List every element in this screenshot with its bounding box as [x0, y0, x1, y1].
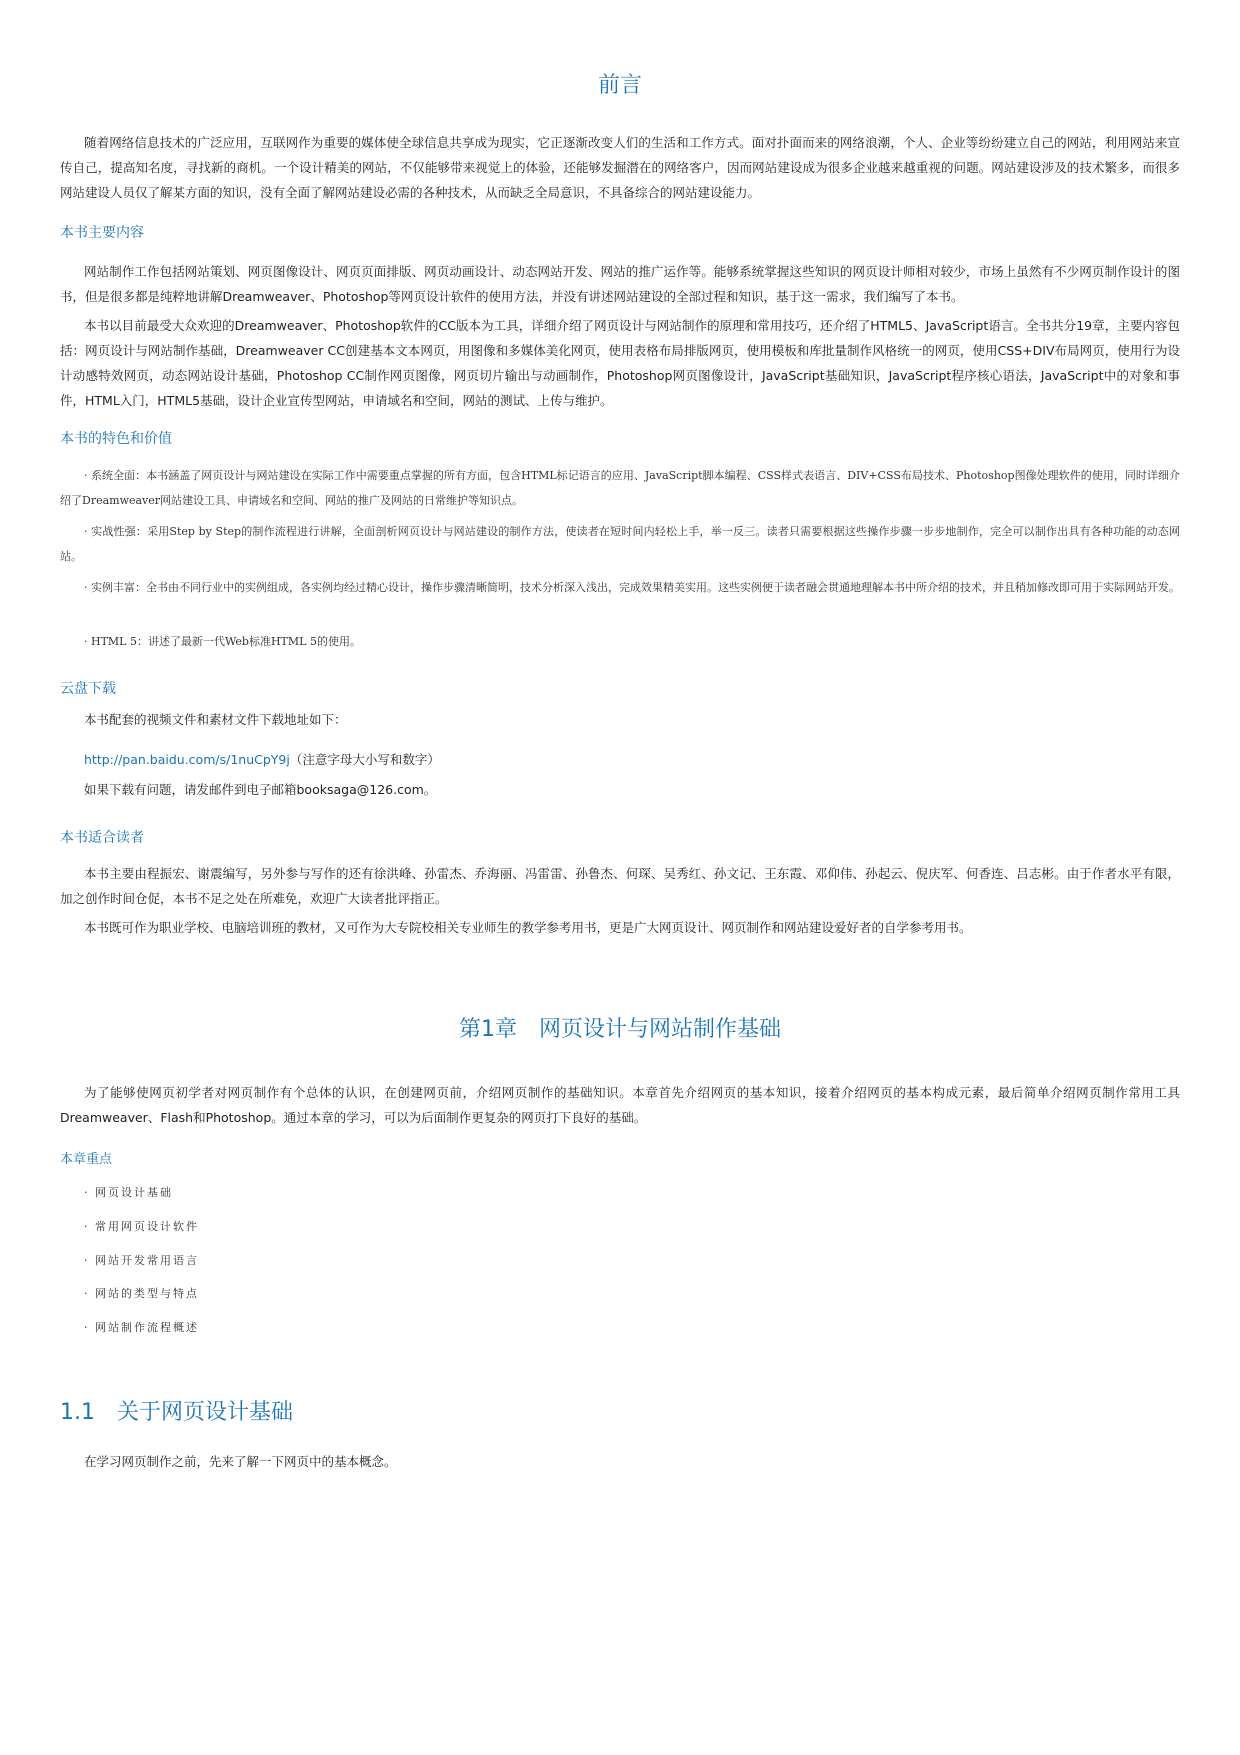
- readers-heading: 本书适合读者: [60, 830, 144, 846]
- preface-intro-paragraph: 随着网络信息技术的广泛应用，互联网作为重要的媒体使全球信息共享成为现实，它正逐渐改变人们的生活和工作方式。面对扑面而来的网络浪潮，个人、企业等纷纷建立自己的网站，利用网站来宣传自己，提高知名度，寻找新的商机。一个设计精美的网站，不仅能够带来视觉上的体验，还能够发掘潜在的网络客户，因而网站建设成为很多企业越来越重视的问题。网站建设涉及的技术繁多，而很多网站建设人员仅了解某方面的知识，没有全面了解网站建设必需的各种技术，从而缺乏全局意识，不具备综合的网站建设能力。: [60, 135, 1180, 200]
- feature-item: · 系统全面：本书涵盖了网页设计与网站建设在实际工作中需要重点掌握的所有方面，包含HTML标记语言的应用、JavaScript脚本编程、CSS样式表语言、DIV+CSS布局技术、Photoshop图像处理软件的使用，同时详细介绍了Dreamweaver网站建设工具、申请域名和空间、网站的推广及网站的日常维护等知识点。: [60, 469, 1180, 507]
- download-link-note: （注意字母大小写和数字）: [289, 752, 440, 767]
- preface-title: 前言: [597, 73, 642, 98]
- features-heading: 本书的特色和价值: [60, 431, 172, 447]
- feature-item: · 实战性强：采用Step by Step的制作流程进行讲解，全面剖析网页设计与网站建设的制作方法，使读者在短时间内轻松上手，举一反三。读者只需要根据这些操作步骤一步步地制作，完全可以制作出具有各种功能的动态网站。: [60, 525, 1180, 563]
- chapter-intro-paragraph: 为了能够使网页初学者对网页制作有个总体的认识，在创建网页前，介绍网页制作的基础知识。本章首先介绍网页的基本知识，接着介绍网页的基本构成元素，最后简单介绍网页制作常用工具Dreamweaver、Flash和Photoshop。通过本章的学习，可以为后面制作更复杂的网页打下良好的基础。: [60, 1085, 1180, 1125]
- key-point-item: · 常用网页设计软件: [84, 1220, 199, 1233]
- download-contact: 如果下载有问题，请发邮件到电子邮箱booksaga@126.com。: [84, 782, 437, 797]
- download-link-line: [84, 750, 440, 770]
- download-heading: 云盘下载: [60, 681, 116, 697]
- section-title: 1.1 关于网页设计基础: [60, 1400, 293, 1425]
- download-link[interactable]: http://pan.baidu.com/s/1nuCpY9j: [84, 752, 290, 767]
- main-content-heading: 本书主要内容: [60, 225, 144, 241]
- main-content-paragraph-2: 本书以目前最受大众欢迎的Dreamweaver、Photoshop软件的CC版本为工具，详细介绍了网页设计与网站制作的原理和常用技巧，还介绍了HTML5、JavaScript语言。全书共分19章，主要内容包括：网页设计与网站制作基础，Dreamweaver CC创建基本文本网页，用图像和多媒体美化网页，使用表格布局排版网页，使用模板和库批量制作风格统一的网页，使用CSS+DIV布局网页，使用行为设计动感特效网页，动态网站设计基础，Photoshop CC制作网页图像，网页切片输出与动画制作，Photoshop网页图像设计，JavaScript基础知识，JavaScript程序核心语法，JavaScript中的对象和事件，HTML入门，HTML5基础，设计企业宣传型网站，申请域名和空间，网站的测试、上传与维护。: [60, 318, 1180, 408]
- key-point-item: · 网站开发常用语言: [84, 1254, 199, 1267]
- readers-paragraph-1: 本书主要由程振宏、谢震编写，另外参与写作的还有徐洪峰、孙雷杰、乔海丽、冯雷雷、孙鲁杰、何琛、吴秀红、孙文记、王东霞、邓仰伟、孙起云、倪庆军、何香连、吕志彬。由于作者水平有限，加之创作时间仓促，本书不足之处在所难免，欢迎广大读者批评指正。: [60, 866, 1180, 906]
- feature-item: · 实例丰富：全书由不同行业中的实例组成，各实例均经过精心设计，操作步骤清晰简明，技术分析深入浅出，完成效果精美实用。这些实例便于读者融会贯通地理解本书中所介绍的技术，并且稍加修改即可用于实际网站开发。: [84, 581, 1180, 594]
- key-points-heading: 本章重点: [60, 1152, 113, 1167]
- download-description: 本书配套的视频文件和素材文件下载地址如下：: [84, 712, 347, 727]
- key-point-item: · 网站制作流程概述: [84, 1321, 199, 1334]
- readers-paragraph-2: 本书既可作为职业学校、电脑培训班的教材，又可作为大专院校相关专业师生的教学参考用书，更是广大网页设计、网页制作和网站建设爱好者的自学参考用书。: [84, 920, 972, 935]
- key-point-item: · 网页设计基础: [84, 1186, 173, 1199]
- section-intro: 在学习网页制作之前，先来了解一下网页中的基本概念。: [84, 1454, 397, 1469]
- feature-item: · HTML 5：讲述了最新一代Web标准HTML 5的使用。: [84, 635, 361, 648]
- key-point-item: · 网站的类型与特点: [84, 1287, 199, 1300]
- main-content-paragraph-1: 网站制作工作包括网站策划、网页图像设计、网页页面排版、网页动画设计、动态网站开发、网站的推广运作等。能够系统掌握这些知识的网页设计师相对较少，市场上虽然有不少网页制作设计的图书，但是很多都是纯粹地讲解Dreamweaver、Photoshop等网页设计软件的使用方法，并没有讲述网站建设的全部过程和知识，基于这一需求，我们编写了本书。: [60, 264, 1180, 304]
- chapter-title: 第1章 网页设计与网站制作基础: [459, 1017, 781, 1042]
